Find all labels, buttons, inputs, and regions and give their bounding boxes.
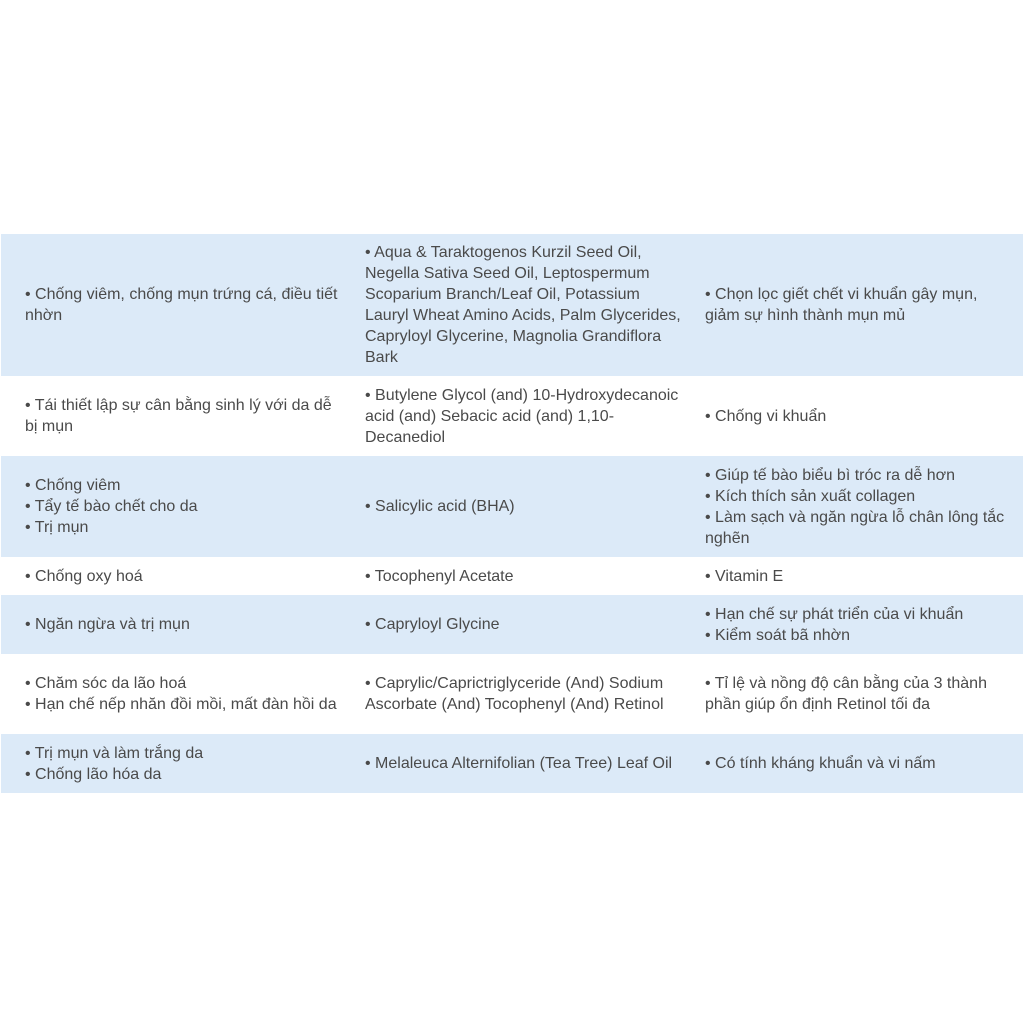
effect-cell <box>1 389 365 443</box>
ingredient-cell <box>365 667 705 721</box>
effect-line: • Chống oxy hoá <box>25 567 143 585</box>
benefit-line: • Hạn chế sự phát triển của vi khuẩn <box>705 605 964 623</box>
benefit-cell <box>705 278 1023 332</box>
benefit-cell <box>705 560 1023 593</box>
effect-line: • Hạn chế nếp nhăn đồi mồi, mất đàn hồi da <box>25 696 337 713</box>
benefit-cell <box>705 400 1023 433</box>
ingredient-table <box>1 234 1023 793</box>
effect-line: • Tái thiết lập sự cân bằng sinh lý với da dễ bị mụn <box>25 397 332 435</box>
benefit-line: • Kiểm soát bã nhờn <box>705 626 851 644</box>
table-row <box>1 654 1023 734</box>
effect-line: • Trị mụn và làm trắng da <box>25 744 204 762</box>
effect-line: • Chống viêm, chống mụn trứng cá, điều tiết nhờn <box>25 286 338 324</box>
benefit-cell <box>705 598 1023 652</box>
effect-cell <box>1 469 365 544</box>
effect-cell <box>1 278 365 332</box>
benefit-line: • Chống vi khuẩn <box>705 407 827 425</box>
table-row <box>1 595 1023 654</box>
effect-line: • Chống lão hóa da <box>25 765 162 783</box>
ingredient-cell <box>365 379 705 454</box>
benefit-line: • Vitamin E <box>705 567 784 585</box>
benefit-line: • Kích thích sản xuất collagen <box>705 487 916 505</box>
ingredient-line: • Salicylic acid (BHA) <box>365 498 515 515</box>
ingredient-line: • Caprylic/Caprictriglyceride (And) Sodium Ascorbate (And) Tocophenyl (And) Retinol <box>365 675 664 713</box>
benefit-line: • Giúp tế bào biểu bì tróc ra dễ hơn <box>705 466 956 484</box>
table-row <box>1 734 1023 793</box>
effect-cell <box>1 737 365 791</box>
effect-cell <box>1 560 365 593</box>
benefit-cell <box>705 459 1023 555</box>
effect-cell <box>1 667 365 721</box>
ingredient-cell <box>365 490 705 523</box>
benefit-cell <box>705 667 1023 721</box>
benefit-line: • Chọn lọc giết chết vi khuẩn gây mụn, giảm sự hình thành mụn mủ <box>705 286 978 324</box>
benefit-line: • Có tính kháng khuẩn và vi nấm <box>705 755 936 772</box>
ingredient-line: • Butylene Glycol (and) 10-Hydroxydecanoic acid (and) Sebacic acid (and) 1,10-Decanediol <box>365 386 679 446</box>
benefit-line: • Tỉ lệ và nồng độ cân bằng của 3 thành phần giúp ổn định Retinol tối đa <box>705 675 987 713</box>
effect-line: • Trị mụn <box>25 519 89 536</box>
table-row <box>1 376 1023 456</box>
effect-line: • Chống viêm <box>25 477 121 494</box>
table-row <box>1 456 1023 557</box>
ingredient-cell <box>365 236 705 374</box>
ingredient-cell <box>365 560 705 593</box>
ingredient-cell <box>365 747 705 780</box>
benefit-cell <box>705 747 1023 780</box>
effect-cell <box>1 608 365 641</box>
ingredient-line: • Aqua & Taraktogenos Kurzil Seed Oil, Negella Sativa Seed Oil, Leptospermum Scoparium Branch/Leaf Oil, Potassium Lauryl Wheat Amino Acids, Palm Glycerides, Capryloyl Glycerine, Magnolia Grandiflora Bark <box>365 244 681 366</box>
effect-line: • Chăm sóc da lão hoá <box>25 675 187 692</box>
table-row <box>1 234 1023 376</box>
ingredient-line: • Melaleuca Alternifolian (Tea Tree) Leaf Oil <box>365 755 673 772</box>
ingredient-cell <box>365 608 705 641</box>
effect-line: • Ngăn ngừa và trị mụn <box>25 616 190 633</box>
ingredient-line: • Tocophenyl Acetate <box>365 567 514 585</box>
table-row <box>1 557 1023 595</box>
effect-line: • Tẩy tế bào chết cho da <box>25 498 198 515</box>
benefit-line: • Làm sạch và ngăn ngừa lỗ chân lông tắc nghẽn <box>705 508 1005 547</box>
ingredient-line: • Capryloyl Glycine <box>365 616 500 633</box>
